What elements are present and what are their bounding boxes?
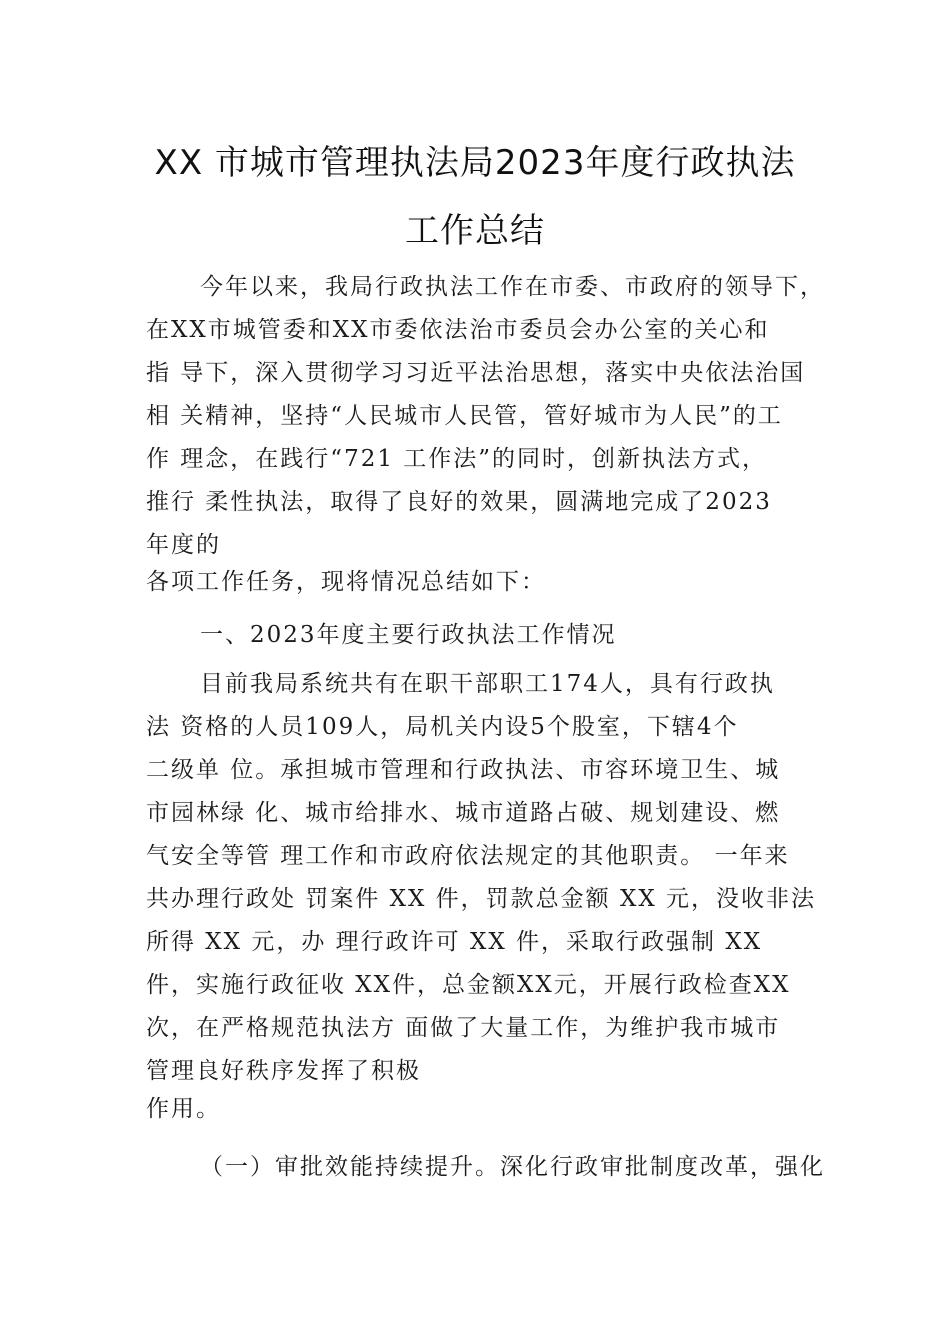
document-title-line-2: 工作总结 — [405, 211, 545, 251]
body-line: 作用。 — [146, 1096, 221, 1122]
intro-line: 今年以来，我局行政执法工作在市委、市政府的领导下， — [200, 274, 825, 300]
body-line: 二级单 位。承担城市管理和行政执法、市容环境卫生、城 — [146, 757, 781, 783]
body-line: 共办理行政处 罚案件 XX 件，罚款总金额 XX 元，没收非法 — [146, 886, 817, 912]
body-line: 件，实施行政征收 XX件，总金额XX元，开展行政检查XX — [146, 972, 791, 998]
subsection-first-line: （一）审批效能持续提升。深化行政审批制度改革，强化 — [200, 1154, 825, 1180]
body-line: 次，在严格规范执法方 面做了大量工作，为维护我市城市 — [146, 1015, 781, 1041]
intro-line: 在XX市城管委和XX市委依法治市委员会办公室的关心和 — [146, 317, 770, 343]
body-line: 法 资格的人员109人，局机关内设5个股室，下辖4个 — [146, 714, 739, 740]
intro-line: 年度的 — [146, 532, 221, 558]
body-line: 气安全等管 理工作和市政府依法规定的其他职责。 一年来 — [146, 843, 790, 869]
intro-line: 相 关精神，坚持“人民城市人民管，管好城市为人民”的工 — [146, 403, 783, 429]
document-title-line-1: XX 市城市管理执法局2023年度行政执法 — [154, 143, 796, 183]
body-line: 目前我局系统共有在职干部职工174人，具有行政执 — [200, 671, 775, 697]
body-line: 市园林绿 化、城市给排水、城市道路占破、规划建设、燃 — [146, 800, 781, 826]
section-heading: 一、2023年度主要行政执法工作情况 — [200, 622, 617, 648]
intro-line: 各项工作任务，现将情况总结如下： — [146, 569, 546, 595]
intro-line: 推行 柔性执法，取得了良好的效果，圆满地完成了2023 — [146, 489, 772, 515]
intro-line: 指 导下，深入贯彻学习习近平法治思想，落实中央依法治国 — [146, 360, 806, 386]
body-line: 所得 XX 元，办 理行政许可 XX 件，采取行政强制 XX — [146, 929, 763, 955]
body-line: 管理良好秩序发挥了积极 — [146, 1058, 421, 1084]
intro-line: 作 理念，在践行“721 工作法”的同时，创新执法方式， — [146, 446, 768, 472]
